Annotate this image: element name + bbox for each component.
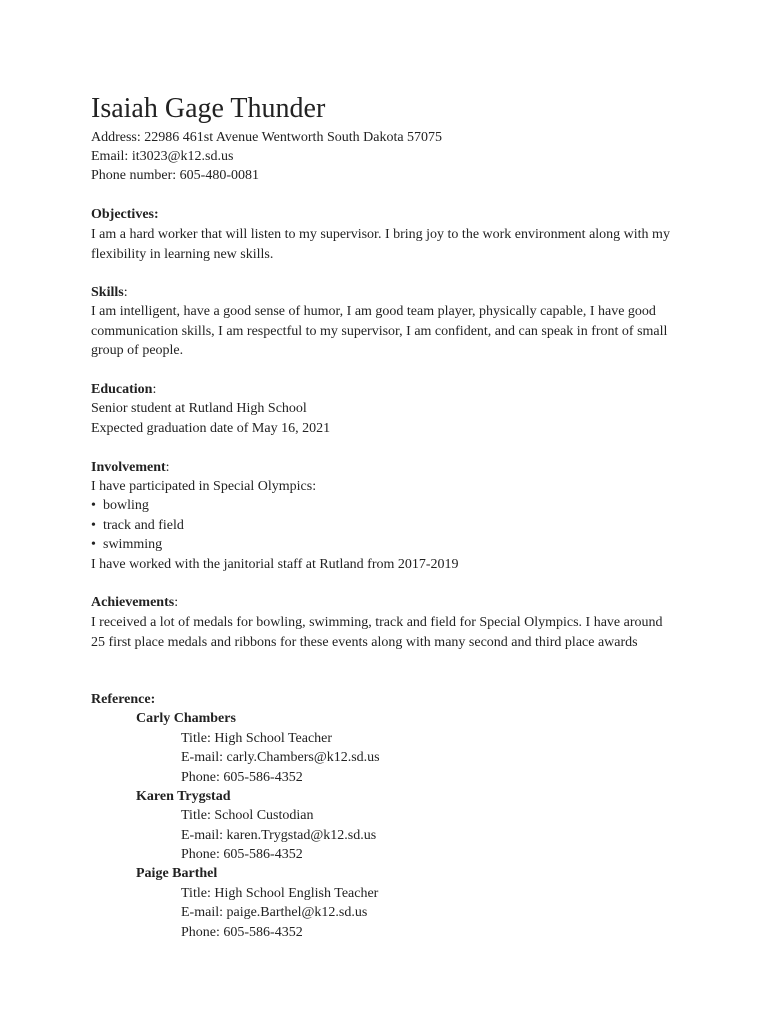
address-line: Address: 22986 461st Avenue Wentworth South Dakota 57075 — [91, 130, 443, 145]
resume-name: Isaiah Gage Thunder — [91, 93, 326, 124]
email-line: Email: it3023@k12.sd.us — [91, 149, 234, 164]
reference-title: Title: High School Teacher — [181, 731, 333, 746]
list-item — [91, 496, 149, 515]
reference-name: Karen Trygstad — [136, 789, 231, 804]
list-item — [91, 535, 162, 554]
skills-heading-row — [91, 283, 128, 302]
reference-phone: Phone: 605-586-4352 — [181, 925, 303, 940]
education-colon: : — [152, 382, 157, 397]
reference-email: E-mail: carly.Chambers@k12.sd.us — [181, 750, 380, 765]
list-item-text: swimming — [103, 537, 163, 552]
list-item-text: bowling — [103, 498, 149, 513]
achievements-heading-row — [91, 593, 178, 612]
involvement-heading: Involvement — [91, 460, 166, 475]
bullet-icon: • — [91, 498, 96, 513]
reference-title: Title: High School English Teacher — [181, 886, 379, 901]
skills-text: I am intelligent, have a good sense of humor, I am good team player, physically capable, I have good communication skills, I am respectful to my supervisor, I am confident, and can speak in front of small group of people. — [91, 304, 668, 358]
phone-line: Phone number: 605-480-0081 — [91, 168, 259, 183]
reference-title: Title: School Custodian — [181, 808, 314, 823]
involvement-intro: I have participated in Special Olympics: — [91, 479, 317, 494]
reference-email: E-mail: karen.Trygstad@k12.sd.us — [181, 828, 377, 843]
involvement-colon: : — [165, 460, 170, 475]
achievements-colon: : — [174, 595, 179, 610]
objectives-text: I am a hard worker that will listen to my supervisor. I bring joy to the work environment along with my flexibility in learning new skills. — [91, 227, 670, 262]
bullet-icon: • — [91, 518, 96, 533]
reference-phone: Phone: 605-586-4352 — [181, 770, 303, 785]
reference-name: Carly Chambers — [136, 711, 236, 726]
reference-name: Paige Barthel — [136, 866, 218, 881]
education-line-2: Expected graduation date of May 16, 2021 — [91, 421, 331, 436]
education-heading-row — [91, 380, 156, 399]
objectives-heading: Objectives: — [91, 207, 159, 222]
achievements-heading: Achievements — [91, 595, 175, 610]
bullet-icon: • — [91, 537, 96, 552]
skills-colon: : — [123, 285, 128, 300]
achievements-text: I received a lot of medals for bowling, swimming, track and field for Special Olympics. I have around 25 first place medals and ribbons for these events along with many second and third place awards — [91, 615, 663, 650]
education-line-1: Senior student at Rutland High School — [91, 401, 307, 416]
reference-heading: Reference: — [91, 692, 156, 707]
education-heading: Education — [91, 382, 153, 397]
reference-phone: Phone: 605-586-4352 — [181, 847, 303, 862]
involvement-outro: I have worked with the janitorial staff at Rutland from 2017-2019 — [91, 557, 459, 572]
involvement-heading-row — [91, 458, 170, 477]
list-item — [91, 516, 184, 535]
skills-heading: Skills — [91, 285, 124, 300]
list-item-text: track and field — [103, 518, 184, 533]
reference-email: E-mail: paige.Barthel@k12.sd.us — [181, 905, 368, 920]
